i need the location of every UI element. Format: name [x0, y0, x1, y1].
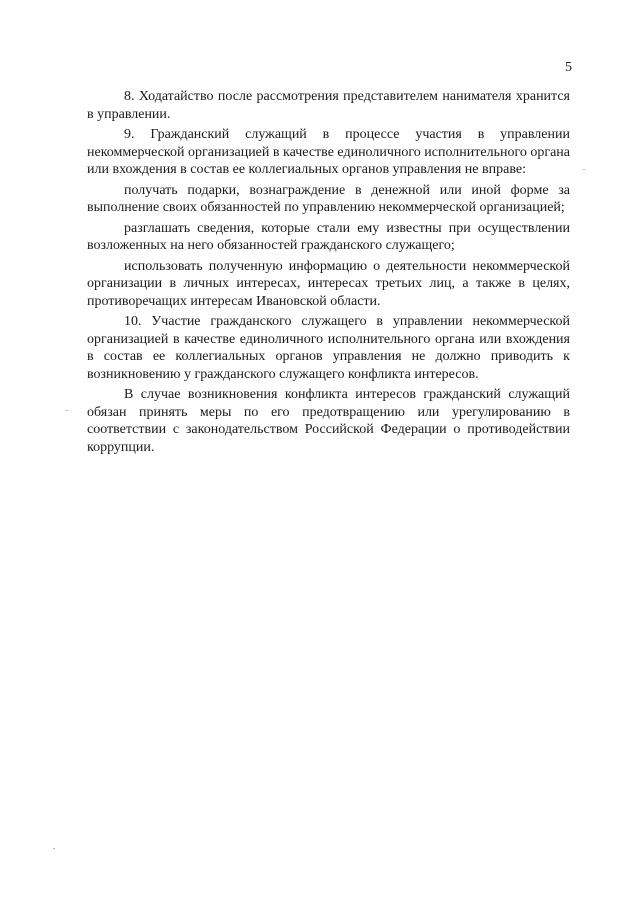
scan-speck — [66, 410, 68, 411]
list-item-disclosure: разглашать сведения, которые стали ему известны при осуществлении возложенных на него обязанностей гражданского служащего; — [87, 220, 570, 253]
document-body — [87, 88, 570, 456]
page-number: 5 — [565, 60, 572, 75]
scan-speck — [583, 169, 585, 170]
scan-speck — [53, 848, 55, 849]
paragraph-conflict-of-interest: В случае возникновения конфликта интересов гражданский служащий обязан принять меры по его предотвращению или урегулированию в соответствии с законодательством Российской Федерации о противодействии коррупции. — [87, 387, 570, 455]
paragraph-item-8: 8. Ходатайство после рассмотрения представителем нанимателя хранится в управлении. — [87, 89, 570, 122]
paragraph-item-9: 9. Гражданский служащий в процессе участия в управлении некоммерческой организацией в качестве единоличного исполнительного органа или вхождения в состав ее коллегиальных органов управления не вправе: — [87, 127, 571, 177]
list-item-gifts: получать подарки, вознаграждение в денежной или иной форме за выполнение своих обязанностей по управлению некоммерческой организацией; — [87, 182, 570, 215]
list-item-information-use: использовать полученную информацию о деятельности некоммерческой организации в личных интересах, интересах третьих лиц, а также в целях, противоречащих интересам Ивановской области. — [87, 258, 570, 309]
paragraph-item-10: 10. Участие гражданского служащего в управлении некоммерческой организацией в качестве единоличного исполнительного органа или вхождения в состав ее коллегиальных органов управления не должно приводить к возникновению у гражданского служащего конфликта интересов. — [87, 314, 570, 382]
